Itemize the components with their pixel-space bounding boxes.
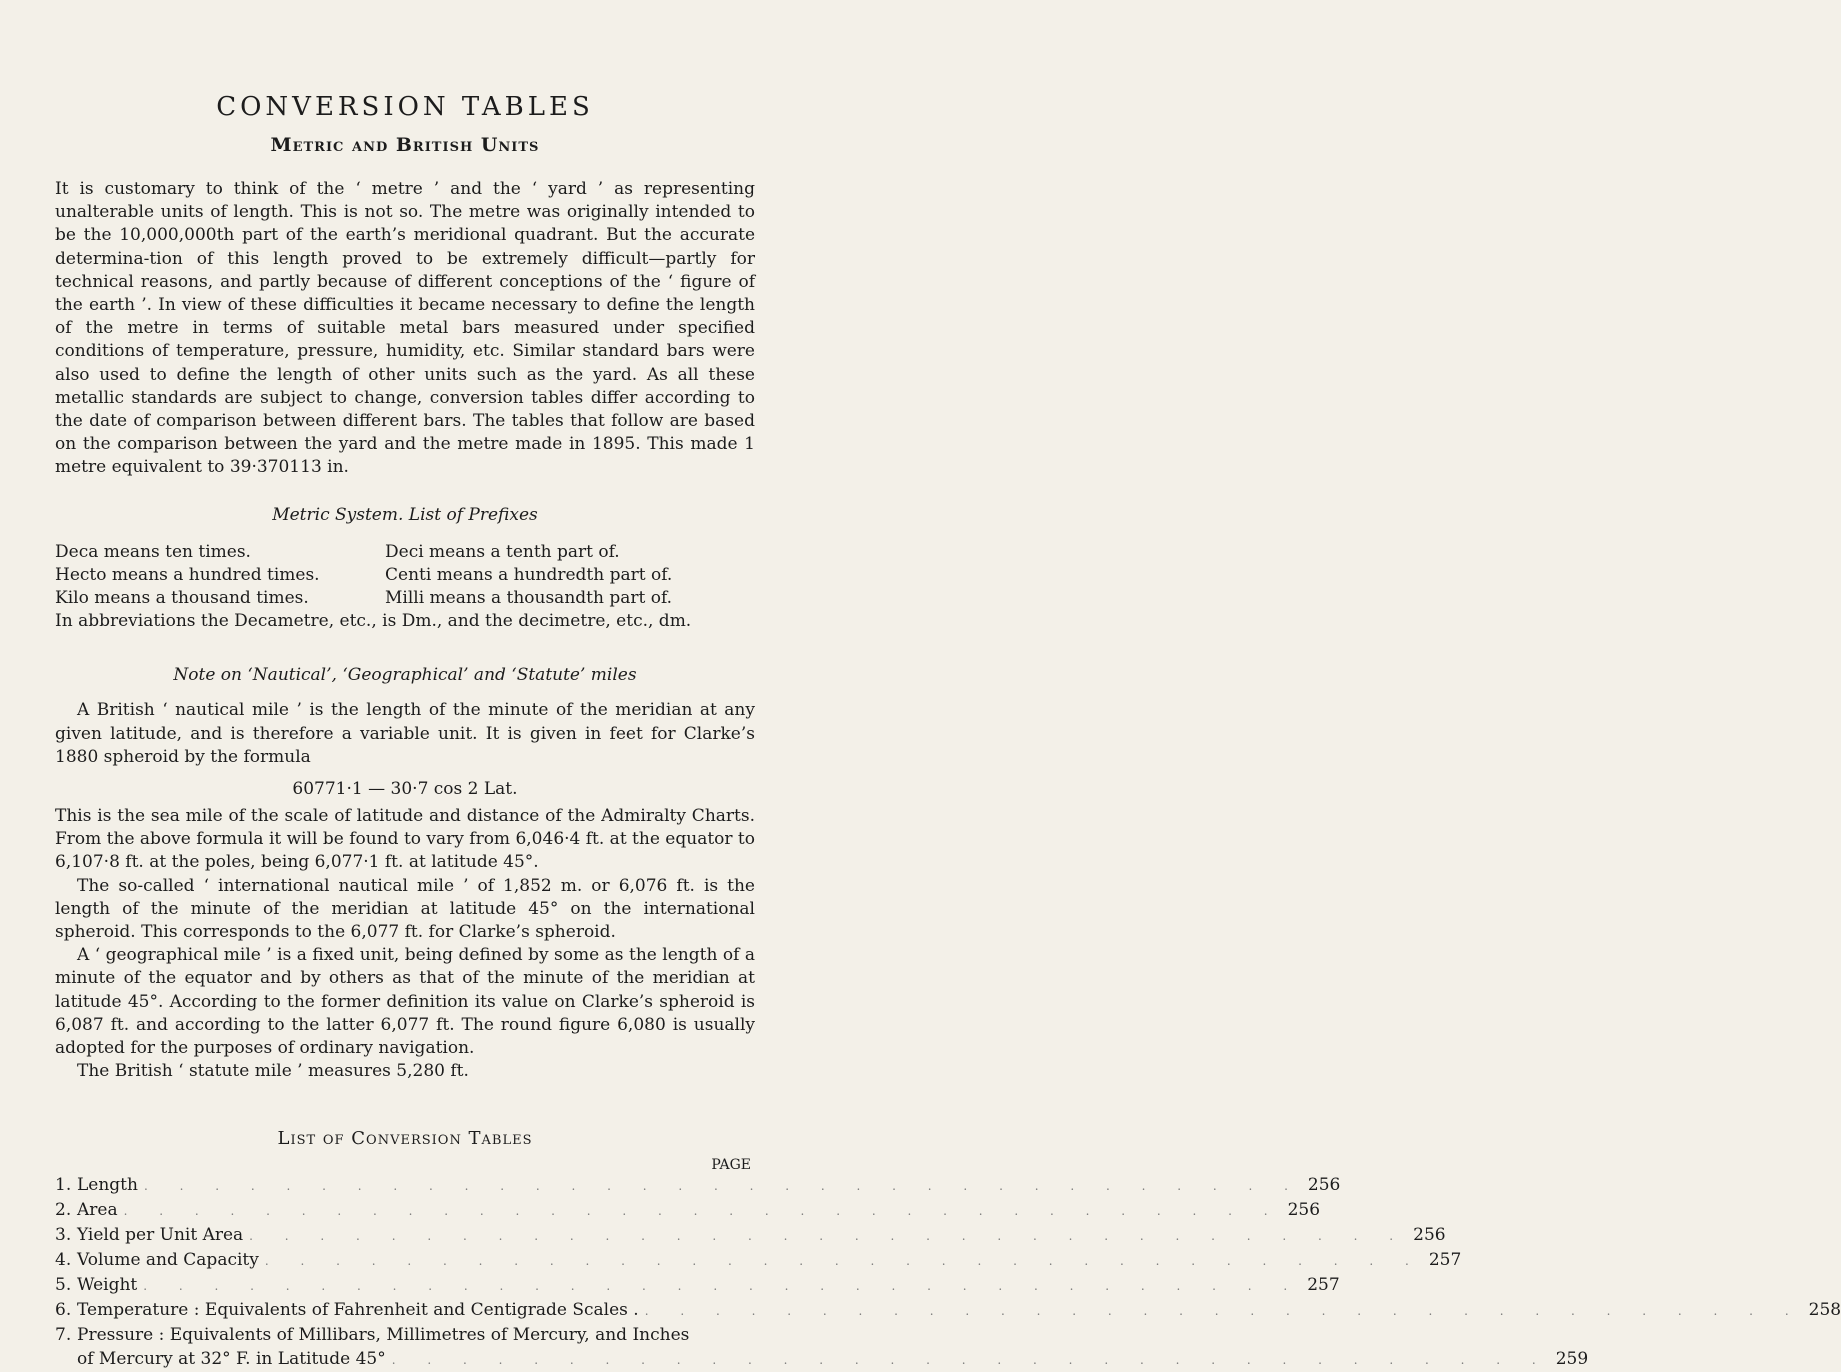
prefix-list [55, 541, 755, 611]
international-mile-paragraph: The so-called ‘ international nautical mile ’ of 1,852 m. or 6,076 ft. is the length of the minute of the meridian at latitude 45° on the international spheroid. This corresponds to the 6,077 ft. for Clarke’s spheroid. [55, 875, 755, 943]
prefix-hecto: Hecto means a hundred times. [55, 564, 320, 585]
nautical-miles-heading: Note on ‘Nautical’, ‘Geographical’ and ‘Statute’ miles [173, 665, 637, 686]
prefix-centi: Centi means a hundredth part of. [385, 564, 673, 585]
conversion-tables-list [55, 1173, 1841, 1372]
list-item-page: 256 [1287, 1199, 1321, 1220]
list-item[interactable] [55, 1173, 1341, 1198]
dot-leader: . . . . . . . . . . . . . . . . . . . . . . . . . . . . . . . . . [644, 1303, 1803, 1318]
list-item-page: 259 [1555, 1348, 1589, 1369]
nautical-paragraph: A British ‘ nautical mile ’ is the length of the minute of the meridian at any given latitude, and is therefore a variable unit. It is given in feet for Clarke’s 1880 spheroid by the formula [55, 700, 755, 767]
list-item-continuation[interactable] [55, 1347, 1589, 1372]
page-title: CONVERSION TABLES [216, 92, 594, 122]
sea-mile-paragraph: This is the sea mile of the scale of latitude and distance of the Admiralty Charts. From the above formula it will be found to vary from 6,046·4 ft. at the equator to 6,107·8 ft. at the poles, being 6,077·1 ft. at latitude 45°. [55, 806, 755, 873]
list-item-number: 6. [55, 1299, 72, 1320]
dot-leader: . . . . . . . . . . . . . . . . . . . . . . . . . . . . . . . . . [143, 1278, 1302, 1293]
list-item-label: Length [77, 1174, 138, 1195]
nautical-formula: 60771·1 — 30·7 cos 2 Lat. [292, 779, 518, 800]
prefix-milli: Milli means a thousandth part of. [385, 588, 673, 609]
list-item-page: 257 [1428, 1249, 1462, 1270]
list-item[interactable] [55, 1273, 1340, 1298]
dot-leader: . . . . . . . . . . . . . . . . . . . . . . . . . . . . . . . . . [249, 1228, 1408, 1243]
list-item[interactable] [55, 1323, 755, 1347]
list-item-label: Temperature : Equivalents of Fahrenheit and Centigrade Scales . [77, 1299, 639, 1320]
list-item-label: Volume and Capacity [77, 1249, 259, 1270]
list-item-number: 2. [55, 1199, 72, 1220]
page-column-header: PAGE [711, 1156, 751, 1173]
dot-leader: . . . . . . . . . . . . . . . . . . . . . . . . . . . . . . . . . [123, 1203, 1282, 1218]
prefix-deca: Deca means ten times. [55, 541, 251, 562]
list-item-page: 256 [1413, 1224, 1446, 1245]
list-item-number: 5. [55, 1274, 72, 1295]
list-item-number: 1. [55, 1174, 72, 1195]
geographical-mile-paragraph: A ‘ geographical mile ’ is a fixed unit, being defined by some as the length of a minute of the equator and by others as that of the minute of the meridian at latitude 45°. According to the former definition its value on Clarke’s spheroid is 6,087 ft. and according to the latter 6,077 ft. The round figure 6,080 is usually adopted for the purposes of ordinary navigation. [55, 945, 755, 1059]
dot-leader: . . . . . . . . . . . . . . . . . . . . . . . . . . . . . . . . . [264, 1253, 1423, 1268]
conversion-tables-list-title: List of Conversion Tables [277, 1127, 533, 1149]
list-item-page: 257 [1307, 1274, 1340, 1295]
list-item-number: 7. [55, 1324, 72, 1345]
list-item[interactable] [55, 1298, 1841, 1323]
list-item[interactable] [55, 1198, 1321, 1223]
list-item-page: 258 [1808, 1299, 1841, 1320]
prefix-deci: Deci means a tenth part of. [385, 541, 620, 562]
metric-prefixes-heading: Metric System. List of Prefixes [272, 504, 538, 525]
list-item-label: Area [77, 1199, 118, 1220]
dot-leader: . . . . . . . . . . . . . . . . . . . . . . . . . . . . . . . . . [391, 1352, 1550, 1367]
list-item-label: Weight [77, 1274, 138, 1295]
list-item-label: Pressure : Equivalents of Millibars, Millimetres of Mercury, and Inches [77, 1324, 690, 1345]
statute-mile-paragraph: The British ‘ statute mile ’ measures 5,280 ft. [77, 1061, 469, 1082]
intro-paragraph: It is customary to think of the ‘ metre ’ and the ‘ yard ’ as representing unalterable units of length. This is not so. The metre was originally intended to be the 10,000,000th part of the earth’s meridional quadrant. But the accurate determina-tion of this length proved to be extremely difficult—partly for technical reasons, and partly because of different conceptions of the ‘ figure of the earth ’. In view of these difficulties it became necessary to define the length of the metre in terms of suitable metal bars measured under specified conditions of temperature, pressure, humidity, etc. Similar standard bars were also used to define the length of other units such as the yard. As all these metallic standards are subject to change, conversion tables differ according to the date of comparison between different bars. The tables that follow are based on the comparison between the yard and the metre made in 1895. This made 1 metre equivalent to 39·370113 in. [55, 179, 755, 478]
list-item-number: 4. [55, 1249, 72, 1270]
list-item-page: 256 [1307, 1174, 1341, 1195]
page-subtitle: Metric and British Units [270, 134, 540, 156]
dot-leader: . . . . . . . . . . . . . . . . . . . . . . . . . . . . . . . . . [143, 1178, 1302, 1193]
list-item[interactable] [55, 1248, 1462, 1273]
list-item-number: 3. [55, 1224, 72, 1245]
book-page [55, 0, 1841, 1372]
list-item-label: Yield per Unit Area [77, 1224, 244, 1245]
list-item[interactable] [55, 1223, 1446, 1248]
list-item-label-continued: of Mercury at 32° F. in Latitude 45° [77, 1348, 386, 1369]
abbreviation-note: In abbreviations the Decametre, etc., is Dm., and the decimetre, etc., dm. [55, 611, 692, 632]
prefix-kilo: Kilo means a thousand times. [55, 588, 309, 609]
